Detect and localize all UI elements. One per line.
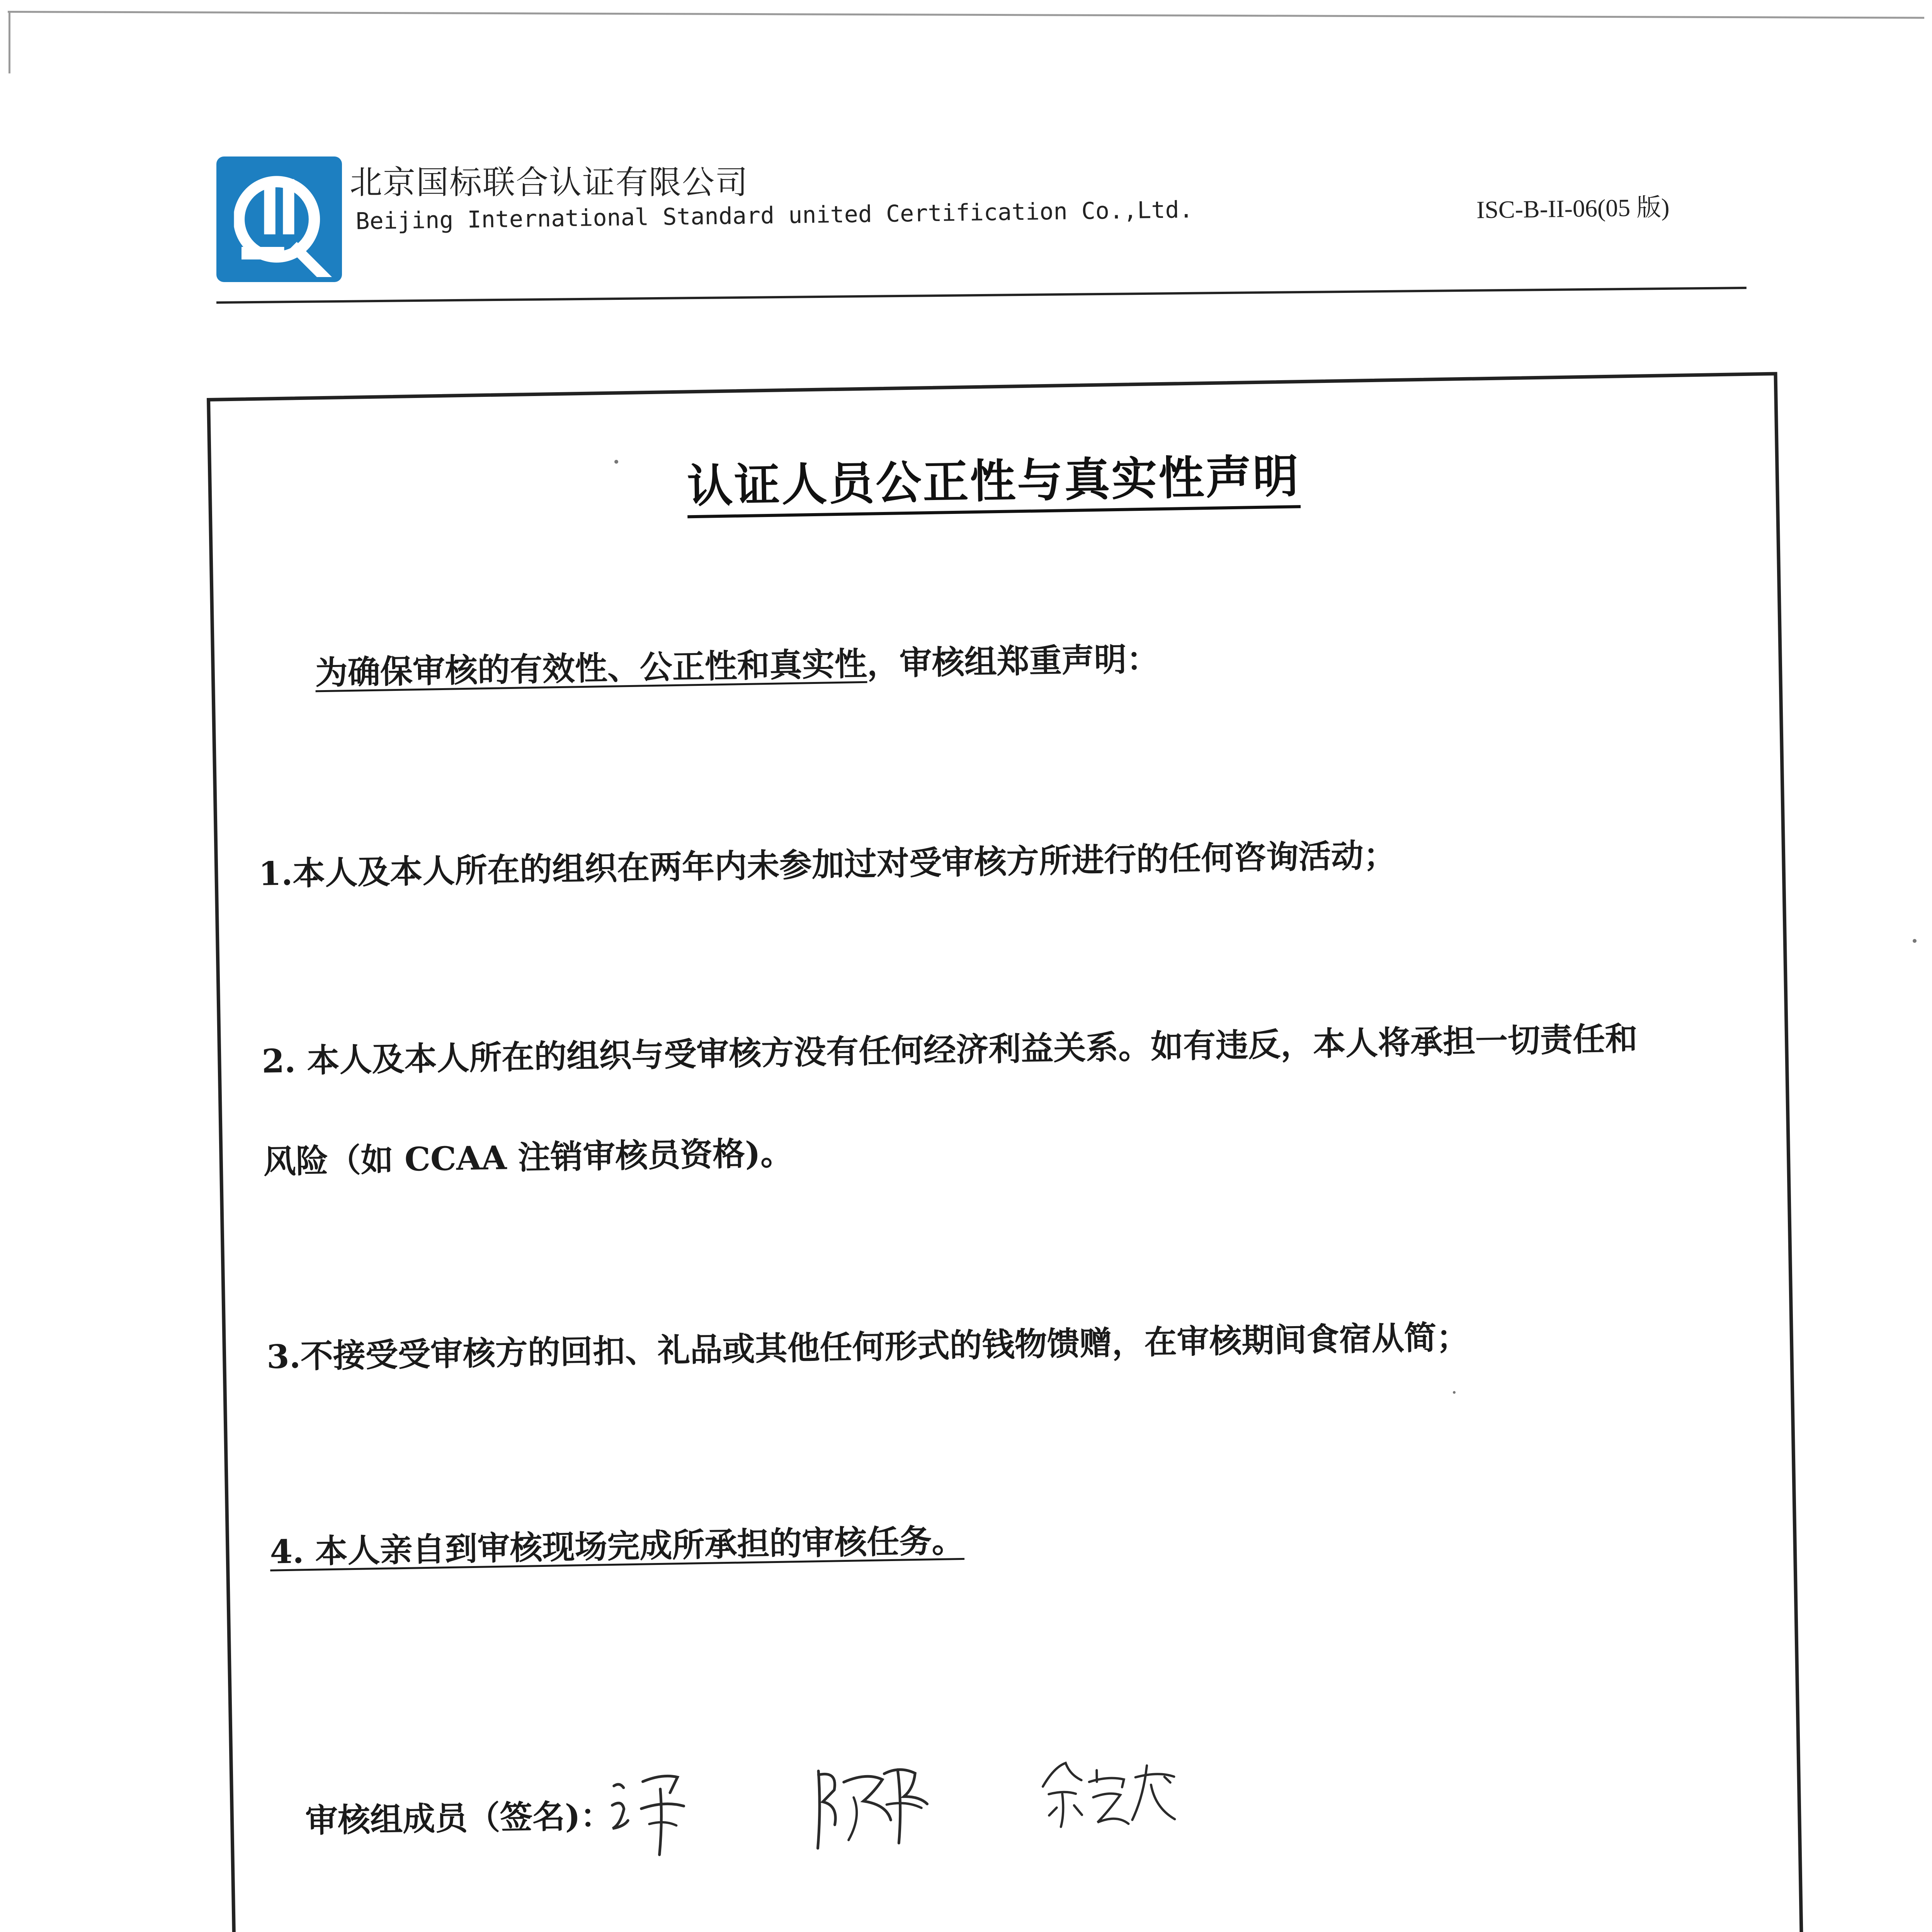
declaration-item-line: 风险（如 CCAA 注销审核员资格)。 bbox=[263, 1134, 793, 1181]
company-name-cn: 北京国标联合认证有限公司 bbox=[350, 163, 749, 201]
declaration-item-2 bbox=[261, 988, 1640, 1212]
company-name-en: Beijing International Standard united Certification Co.,Ltd. bbox=[355, 196, 1194, 235]
intro-statement bbox=[315, 633, 1160, 694]
scan-speck bbox=[1913, 939, 1917, 943]
scan-speck bbox=[614, 460, 618, 464]
declaration-item-4 bbox=[269, 1490, 965, 1602]
declaration-frame bbox=[207, 372, 1812, 1932]
company-logo-icon bbox=[216, 156, 342, 282]
document-title bbox=[211, 432, 1776, 523]
signature-3 bbox=[1031, 1753, 1187, 1833]
scan-edge-top bbox=[8, 11, 1924, 19]
declaration-item-1 bbox=[258, 805, 1397, 924]
document-title-text: 认证人员公正性与真实性声明 bbox=[687, 449, 1300, 518]
scan-speck bbox=[1453, 1391, 1456, 1394]
letterhead bbox=[216, 151, 1747, 313]
signers-row bbox=[304, 1768, 613, 1868]
declaration-item-3 bbox=[266, 1287, 1470, 1407]
declaration-item-line: 4. 本人亲自到审核现场完成所承担的审核任务。 bbox=[269, 1521, 965, 1571]
declaration-item-line: 1.本人及本人所在的组织在两年内未参加过对受审核方所进行的任何咨询活动； bbox=[258, 836, 1396, 893]
header-divider bbox=[216, 287, 1747, 304]
signers-label: 审核组成员（签名)： bbox=[305, 1796, 613, 1840]
declaration-item-line: 3.不接受受审核方的回扣、礼品或其他任何形式的钱物馈赠，在审核期间食宿从简； bbox=[266, 1318, 1469, 1376]
intro-underlined-text: 为确保审核的有效性、公正性和真实性 bbox=[315, 644, 867, 692]
form-code: ISC-B-II-06(05 版) bbox=[1476, 193, 1670, 224]
scan-edge-left bbox=[9, 12, 10, 73]
signature-2 bbox=[807, 1757, 940, 1860]
intro-rest-text: ，审核组郑重声明： bbox=[866, 639, 1160, 683]
declaration-item-line: 2. 本人及本人所在的组织与受审核方没有任何经济利益关系。如有违反，本人将承担一切责任和 bbox=[261, 1019, 1638, 1080]
signature-1 bbox=[606, 1761, 708, 1859]
